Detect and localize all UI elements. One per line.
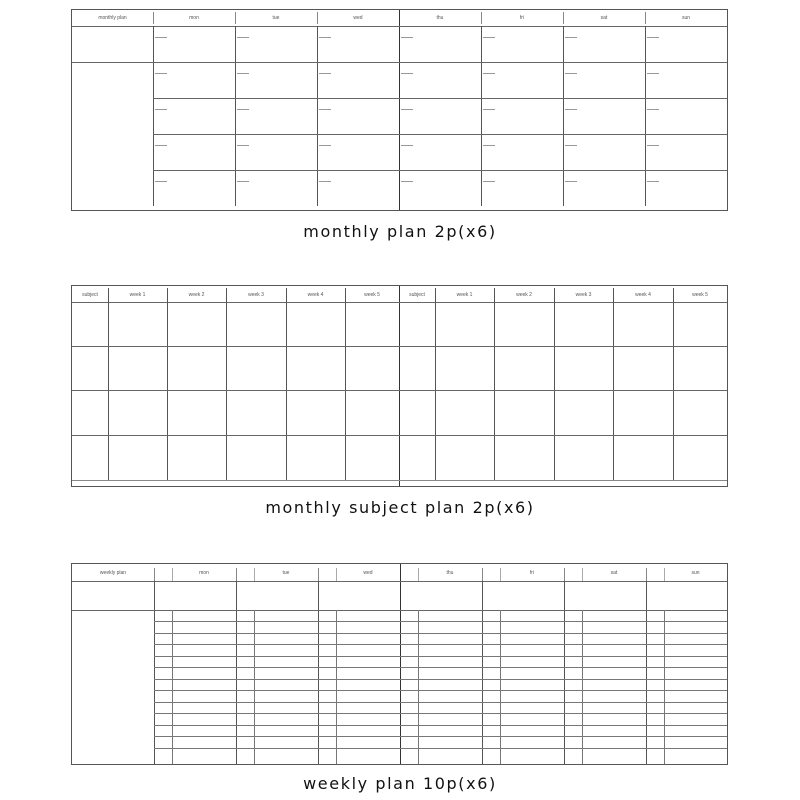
page-spine: [399, 286, 400, 486]
weekly-plan-spread: [71, 563, 728, 765]
header-day: sat: [600, 15, 608, 21]
header-day: wed: [363, 570, 373, 576]
date-dash: [319, 73, 331, 74]
date-dash: [647, 145, 659, 146]
date-dash: [483, 109, 495, 110]
monthly-plan-spread: [71, 9, 728, 211]
date-dash: [155, 145, 167, 146]
task-line: [154, 667, 727, 668]
header-day: fri: [519, 15, 525, 21]
weekly-plan-caption: weekly plan 10p(x6): [303, 774, 497, 793]
left-band-line: [72, 610, 154, 611]
monthly-plan-caption: monthly plan 2p(x6): [303, 222, 497, 241]
date-dash: [483, 181, 495, 182]
header-left-week: week 5: [364, 292, 380, 298]
header-monthly-plan: monthly plan: [98, 15, 127, 21]
row-line: [153, 170, 727, 171]
row-line: [153, 98, 727, 99]
column-line: [481, 26, 482, 206]
header-day: sat: [610, 570, 618, 576]
column-line: [317, 26, 318, 206]
date-dash: [565, 73, 577, 74]
header-divider: [236, 568, 237, 581]
column-line: [345, 288, 346, 480]
band-line: [154, 610, 727, 611]
header-line: [72, 302, 727, 303]
date-dash: [483, 73, 495, 74]
date-dash: [155, 109, 167, 110]
header-left-week: week 2: [188, 292, 205, 298]
header-left-subject: subject: [82, 292, 98, 298]
date-dash: [319, 145, 331, 146]
header-line: [72, 26, 727, 27]
page-spine: [399, 10, 400, 210]
date-dash: [237, 181, 249, 182]
date-dash: [647, 73, 659, 74]
date-dash: [401, 181, 413, 182]
header-day: thu: [436, 15, 444, 21]
header-right-week: week 5: [692, 292, 708, 298]
header-day: tue: [282, 570, 290, 576]
header-day: fri: [529, 570, 535, 576]
column-line: [494, 288, 495, 480]
monthly-subject-plan-caption: monthly subject plan 2p(x6): [265, 498, 535, 517]
column-line: [645, 26, 646, 206]
header-right-week: week 1: [456, 292, 473, 298]
header-day: sun: [691, 570, 700, 576]
task-line: [154, 713, 727, 714]
header-day: thu: [446, 570, 454, 576]
bottom-line: [72, 480, 727, 481]
header-divider: [482, 568, 483, 581]
task-line: [154, 621, 727, 622]
row-line: [72, 346, 727, 347]
date-dash: [237, 73, 249, 74]
date-dash: [155, 181, 167, 182]
task-line: [154, 679, 727, 680]
header-left-week: week 4: [307, 292, 324, 298]
date-dash: [319, 181, 331, 182]
date-dash: [483, 145, 495, 146]
header-divider: [564, 568, 565, 581]
column-line: [235, 26, 236, 206]
header-day: wed: [353, 15, 363, 21]
date-dash: [565, 181, 577, 182]
header-line: [72, 581, 727, 582]
date-dash: [237, 145, 249, 146]
column-line: [435, 288, 436, 480]
column-line: [226, 288, 227, 480]
task-line: [154, 644, 727, 645]
task-line: [154, 633, 727, 634]
row-line: [72, 435, 727, 436]
date-dash: [319, 109, 331, 110]
row-line: [72, 390, 727, 391]
date-dash: [401, 37, 413, 38]
date-dash: [647, 109, 659, 110]
date-dash: [155, 37, 167, 38]
date-dash: [483, 37, 495, 38]
header-right-week: week 2: [516, 292, 532, 298]
task-line: [154, 748, 727, 749]
page-spine: [400, 564, 401, 764]
header-left-week: week 1: [129, 292, 146, 298]
header-day: sun: [681, 15, 691, 21]
date-dash: [319, 37, 331, 38]
date-dash: [237, 109, 249, 110]
date-dash: [565, 145, 577, 146]
column-line: [108, 288, 109, 480]
header-day: mon: [189, 15, 199, 21]
column-line: [613, 288, 614, 480]
header-day: mon: [199, 570, 209, 576]
date-dash: [401, 109, 413, 110]
date-dash: [565, 109, 577, 110]
header-divider: [318, 568, 319, 581]
column-line: [563, 26, 564, 206]
date-dash: [565, 37, 577, 38]
monthly-subject-plan-spread: [71, 285, 728, 487]
task-line: [154, 656, 727, 657]
task-line: [154, 725, 727, 726]
task-line: [154, 736, 727, 737]
header-divider: [154, 568, 155, 581]
left-row-line: [72, 62, 153, 63]
header-right-week: week 4: [635, 292, 651, 298]
date-dash: [401, 73, 413, 74]
column-line: [673, 288, 674, 480]
row-line: [153, 62, 727, 63]
header-day: tue: [272, 15, 280, 21]
column-line: [167, 288, 168, 480]
row-line: [153, 134, 727, 135]
header-divider: [646, 568, 647, 581]
date-dash: [155, 73, 167, 74]
date-dash: [401, 145, 413, 146]
task-line: [154, 702, 727, 703]
column-line: [153, 26, 154, 206]
task-line: [154, 690, 727, 691]
date-dash: [647, 181, 659, 182]
date-dash: [647, 37, 659, 38]
header-right-subject: subject: [409, 292, 425, 298]
column-line: [554, 288, 555, 480]
header-right-week: week 3: [575, 292, 592, 298]
header-weekly-plan: weekly plan: [99, 570, 127, 576]
header-left-week: week 3: [248, 292, 264, 298]
date-dash: [237, 37, 249, 38]
column-line: [286, 288, 287, 480]
